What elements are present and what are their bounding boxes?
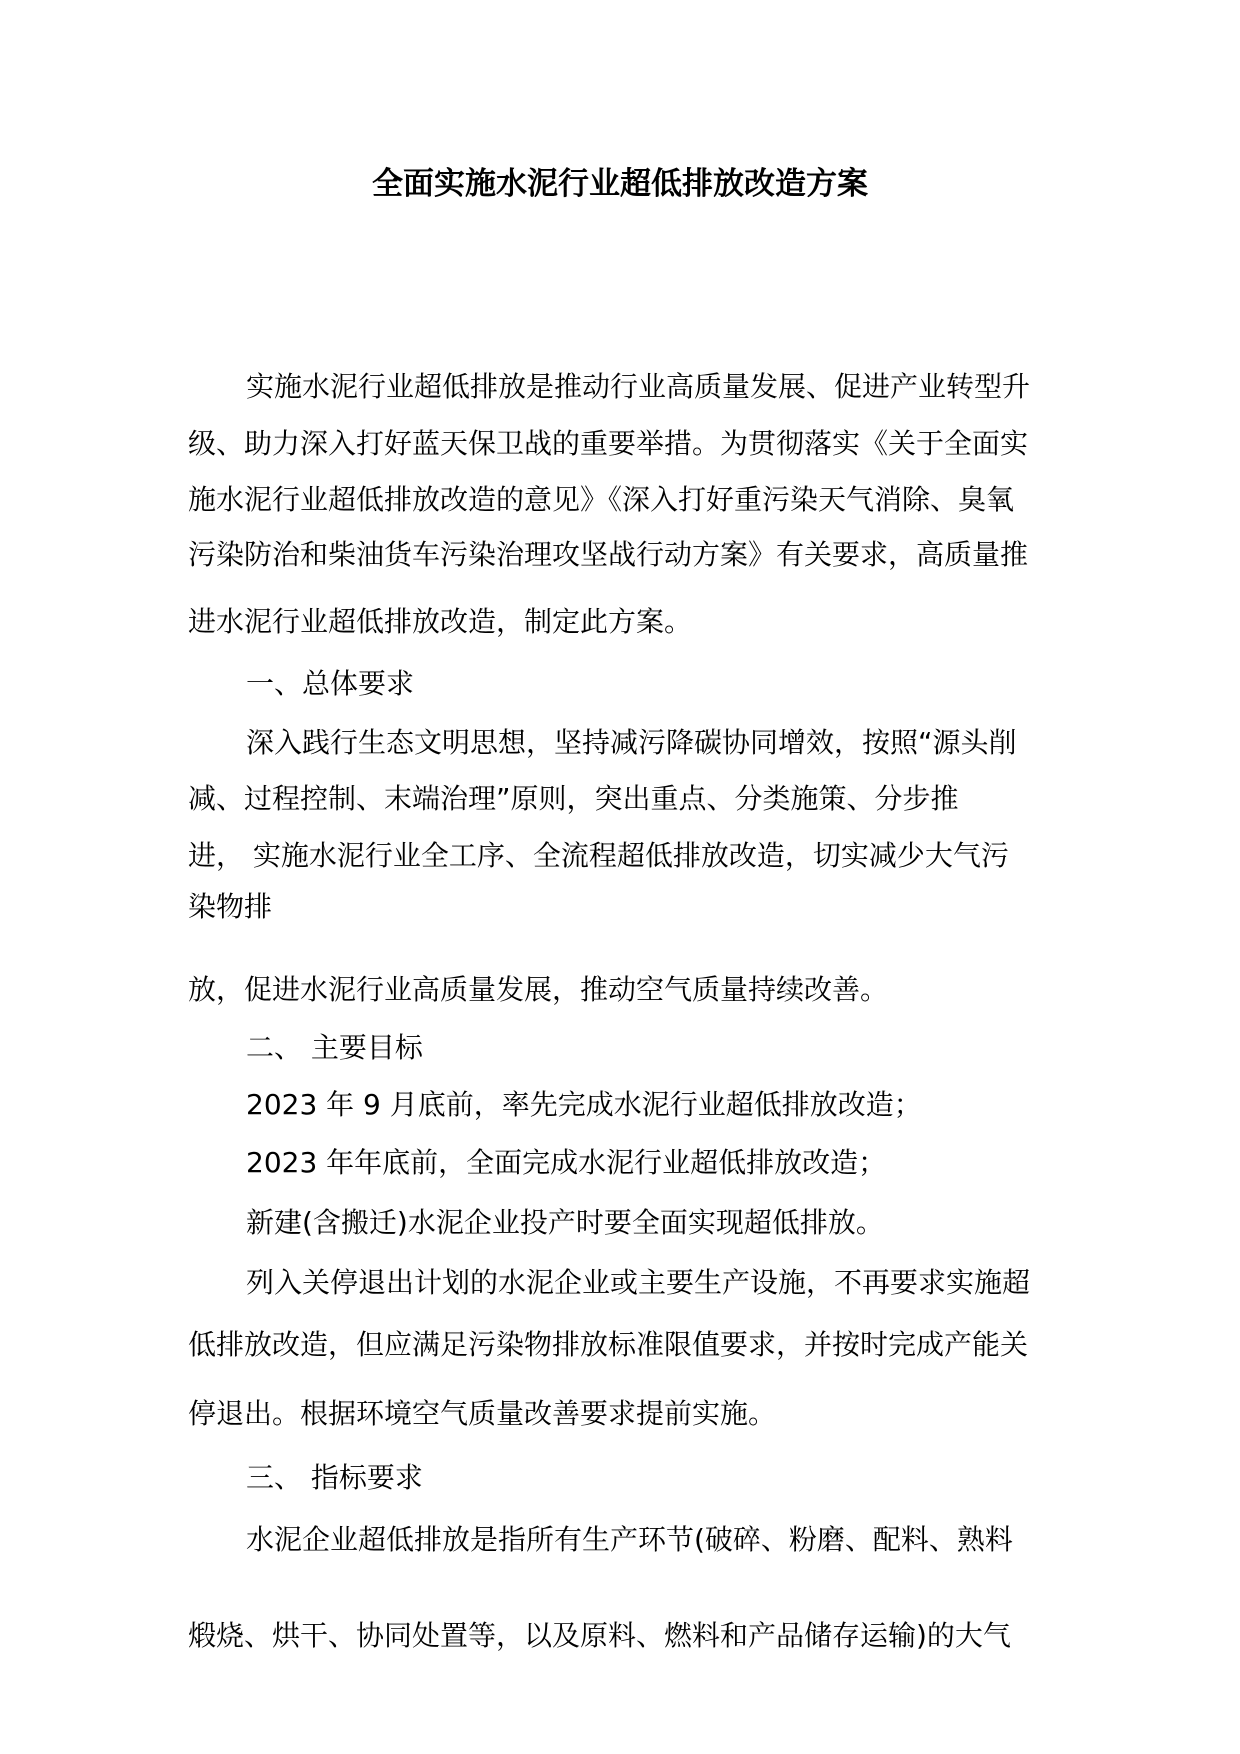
paragraph-line: 水泥企业超低排放是指所有生产环节(破碎、粉磨、配料、熟料: [246, 1523, 1013, 1556]
paragraph-line: 深入践行生态文明思想，坚持减污降碳协同增效，按照“源头削: [246, 726, 1017, 759]
paragraph-line: 施水泥行业超低排放改造的意见》《深入打好重污染天气消除、臭氧: [188, 483, 1015, 516]
paragraph-line: 减、过程控制、末端治理”原则，突出重点、分类施策、分步推: [188, 782, 959, 815]
paragraph-line: 进， 实施水泥行业全工序、全流程超低排放改造，切实减少大气污: [188, 839, 1009, 872]
section-heading: 三、 指标要求: [246, 1461, 423, 1494]
paragraph-line: 2023 年年底前，全面完成水泥行业超低排放改造；: [246, 1146, 887, 1179]
paragraph-line: 进水泥行业超低排放改造，制定此方案。: [188, 605, 693, 638]
paragraph-line: 污染防治和柴油货车污染治理攻坚战行动方案》有关要求，高质量推: [188, 538, 1029, 571]
paragraph-line: 染物排: [188, 890, 273, 923]
section-heading: 一、总体要求: [246, 667, 415, 700]
paragraph-line: 2023 年 9 月底前，率先完成水泥行业超低排放改造；: [246, 1088, 922, 1121]
paragraph-line: 煅烧、烘干、协同处置等，以及原料、燃料和产品储存运输)的大气: [188, 1619, 1011, 1652]
paragraph-line: 新建(含搬迁)水泥企业投产时要全面实现超低排放。: [246, 1206, 884, 1239]
document-title: 全面实施水泥行业超低排放改造方案: [372, 166, 868, 202]
paragraph-line: 停退出。根据环境空气质量改善要求提前实施。: [188, 1397, 777, 1430]
paragraph-line: 列入关停退出计划的水泥企业或主要生产设施，不再要求实施超: [246, 1266, 1031, 1299]
paragraph-line: 级、助力深入打好蓝天保卫战的重要举措。为贯彻落实《关于全面实: [188, 427, 1029, 460]
paragraph-line: 放，促进水泥行业高质量发展，推动空气质量持续改善。: [188, 973, 889, 1006]
paragraph-line: 低排放改造，但应满足污染物排放标准限值要求，并按时完成产能关: [188, 1328, 1029, 1361]
paragraph-line: 实施水泥行业超低排放是推动行业高质量发展、促进产业转型升: [246, 370, 1031, 403]
section-heading: 二、 主要目标: [246, 1031, 423, 1064]
